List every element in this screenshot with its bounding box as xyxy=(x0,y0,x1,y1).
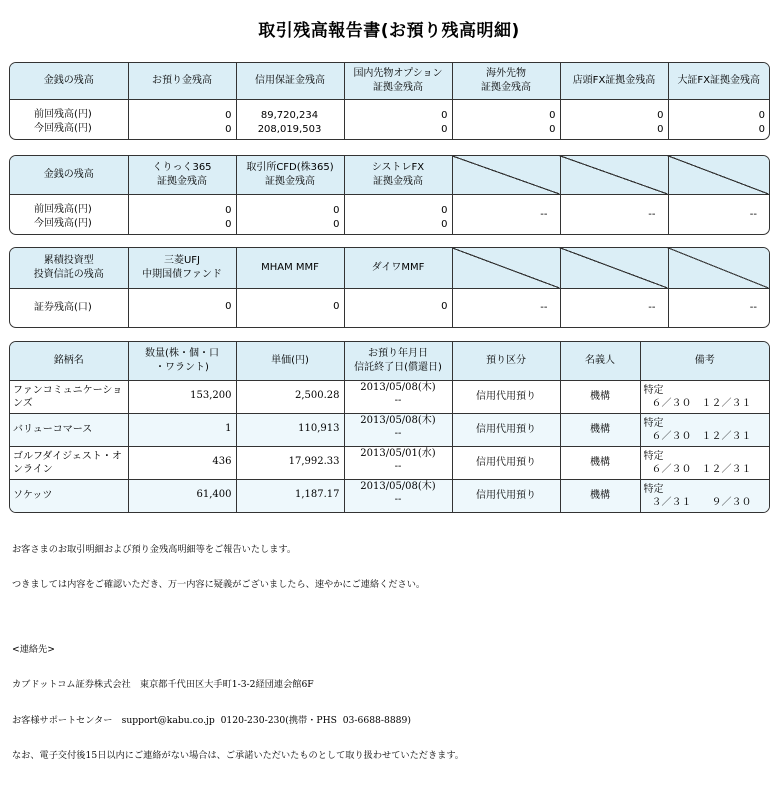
exchange-cfd-values xyxy=(236,194,344,234)
note-line: つきましては内容をご確認いただき、万一内容に疑義がございましたら、速やかにご連絡ください。 xyxy=(12,578,426,590)
cash-balance-table-2 xyxy=(9,155,770,235)
empty-value: -- xyxy=(452,194,560,234)
empty-value: -- xyxy=(668,288,769,327)
value: 0 xyxy=(441,205,448,216)
holder: 機構 xyxy=(560,380,640,413)
security-name: バリューコマース xyxy=(10,413,128,446)
value: 208,019,503 xyxy=(257,124,322,135)
balance-row-labels xyxy=(10,99,128,139)
remarks xyxy=(640,479,769,512)
header-osaka-fx: 大証FX証拠金残高 xyxy=(668,63,769,99)
header-systre-fx: シストレFX 証拠金残高 xyxy=(344,156,452,194)
value: 0 xyxy=(441,124,448,135)
empty-header-cell xyxy=(452,156,560,194)
value: 0 xyxy=(333,219,340,230)
securities-balance-label: 証券残高(口) xyxy=(10,288,128,327)
domestic-futures-values xyxy=(344,99,452,139)
click365-values xyxy=(128,194,236,234)
holder: 機構 xyxy=(560,446,640,479)
margin-deposit-values xyxy=(236,99,344,139)
note-line: なお、電子交付後15日以内にご連絡がない場合は、ご承諾いただいたものとして取り扱わせていただきます。 xyxy=(12,750,464,762)
unit-price: 17,992.33 xyxy=(236,446,344,479)
empty-header-cell xyxy=(668,248,769,288)
balance-row-labels xyxy=(10,194,128,234)
empty-header-cell xyxy=(560,156,668,194)
header-accumulation-trust: 累積投資型 投資信託の残高 xyxy=(10,248,128,288)
remarks xyxy=(640,413,769,446)
security-name: ファンコミュニケーションズ xyxy=(10,380,128,413)
date: 2013/05/08(木) xyxy=(360,381,436,393)
header-cash-balance: 金銭の残高 xyxy=(10,156,128,194)
header-mufg-fund: 三菱UFJ 中期国債ファンド xyxy=(128,248,236,288)
footer-notes xyxy=(12,520,464,786)
header-deposit-category: 預り区分 xyxy=(452,342,560,380)
deposit-balance-values xyxy=(128,99,236,139)
deposit-date xyxy=(344,446,452,479)
security-name: ゴルフダイジェスト・オンライン xyxy=(10,446,128,479)
value: 0 xyxy=(441,110,448,121)
remark-dates: ６／３０ １２／３１ xyxy=(651,430,752,442)
otc-fx-values xyxy=(560,99,668,139)
daiwa-mmf-value: 0 xyxy=(344,288,452,327)
note-line: お客さまのお取引明細および預り金残高明細等をご報告いたします。 xyxy=(12,543,297,555)
value: 0 xyxy=(333,205,340,216)
header-mham-mmf: MHAM MMF xyxy=(236,248,344,288)
date: 2013/05/08(木) xyxy=(360,480,436,492)
header-cash-balance: 金銭の残高 xyxy=(10,63,128,99)
value: 0 xyxy=(225,124,232,135)
security-name: ソケッツ xyxy=(10,479,128,512)
remark-dates: ６／３０ １２／３１ xyxy=(651,397,752,409)
page-title: 取引残高報告書(お預り残高明細) xyxy=(258,21,520,41)
unit-price: 2,500.28 xyxy=(236,380,344,413)
value: 0 xyxy=(657,110,664,121)
remark-type: 特定 xyxy=(643,417,664,429)
empty-value: -- xyxy=(452,288,560,327)
deposit-date xyxy=(344,479,452,512)
empty-value: -- xyxy=(560,194,668,234)
curr-balance-label: 今回残高(円) xyxy=(34,218,92,229)
osaka-fx-values xyxy=(668,99,769,139)
value: 0 xyxy=(549,110,556,121)
maturity: -- xyxy=(394,427,402,439)
overseas-futures-values xyxy=(452,99,560,139)
value: 0 xyxy=(758,124,765,135)
remark-dates: ３／３１ ９／３０ xyxy=(651,496,752,508)
value: 0 xyxy=(758,110,765,121)
header-otc-fx: 店頭FX証拠金残高 xyxy=(560,63,668,99)
unit-price: 110,913 xyxy=(236,413,344,446)
contact-company: カブドットコム証券株式会社 東京都千代田区大手町1-3-2経団連会館6F xyxy=(12,679,314,691)
prev-balance-label: 前回残高(円) xyxy=(34,109,92,120)
unit-price: 1,187.17 xyxy=(236,479,344,512)
remark-dates: ６／３０ １２／３１ xyxy=(651,463,752,475)
table-row xyxy=(10,446,769,479)
cash-balance-table-1 xyxy=(9,62,770,140)
header-click365: くりっく365 証拠金残高 xyxy=(128,156,236,194)
quantity: 1 xyxy=(128,413,236,446)
contact-support: お客様サポートセンター support@kabu.co.jp 0120-230-230(携帯・PHS 03-6688-8889) xyxy=(12,714,411,726)
value: 0 xyxy=(225,219,232,230)
value: 0 xyxy=(225,110,232,121)
holdings-table xyxy=(9,341,770,513)
header-daiwa-mmf: ダイワMMF xyxy=(344,248,452,288)
empty-header-cell xyxy=(668,156,769,194)
systre-fx-values xyxy=(344,194,452,234)
date: 2013/05/01(水) xyxy=(360,447,436,459)
remark-type: 特定 xyxy=(643,384,664,396)
deposit-date xyxy=(344,380,452,413)
header-domestic-futures: 国内先物オプション 証拠金残高 xyxy=(344,63,452,99)
value: 0 xyxy=(549,124,556,135)
header-holder: 名義人 xyxy=(560,342,640,380)
value: 0 xyxy=(225,205,232,216)
quantity: 436 xyxy=(128,446,236,479)
remark-type: 特定 xyxy=(643,450,664,462)
header-exchange-cfd: 取引所CFD(株365) 証拠金残高 xyxy=(236,156,344,194)
maturity: -- xyxy=(394,394,402,406)
holder: 機構 xyxy=(560,413,640,446)
value: 0 xyxy=(441,219,448,230)
maturity: -- xyxy=(394,460,402,472)
mham-mmf-value: 0 xyxy=(236,288,344,327)
remarks xyxy=(640,380,769,413)
empty-header-cell xyxy=(452,248,560,288)
maturity: -- xyxy=(394,493,402,505)
header-quantity: 数量(株・個・口 ・ワラント) xyxy=(128,342,236,380)
investment-trust-table xyxy=(9,247,770,328)
quantity: 61,400 xyxy=(128,479,236,512)
empty-value: -- xyxy=(668,194,769,234)
prev-balance-label: 前回残高(円) xyxy=(34,204,92,215)
remarks xyxy=(640,446,769,479)
header-deposit-date: お預り年月日 信託終了日(償還日) xyxy=(344,342,452,380)
contact-header: <連絡先> xyxy=(12,643,55,655)
table-row xyxy=(10,413,769,446)
header-deposit-balance: お預り金残高 xyxy=(128,63,236,99)
table-row xyxy=(10,479,769,512)
mufg-fund-value: 0 xyxy=(128,288,236,327)
empty-header-cell xyxy=(560,248,668,288)
quantity: 153,200 xyxy=(128,380,236,413)
deposit-category: 信用代用預り xyxy=(452,446,560,479)
value: 89,720,234 xyxy=(260,110,319,121)
deposit-category: 信用代用預り xyxy=(452,380,560,413)
value: 0 xyxy=(657,124,664,135)
curr-balance-label: 今回残高(円) xyxy=(34,123,92,134)
deposit-category: 信用代用預り xyxy=(452,413,560,446)
empty-value: -- xyxy=(560,288,668,327)
deposit-date xyxy=(344,413,452,446)
header-overseas-futures: 海外先物 証拠金残高 xyxy=(452,63,560,99)
deposit-category: 信用代用預り xyxy=(452,479,560,512)
table-row xyxy=(10,380,769,413)
remark-type: 特定 xyxy=(643,483,664,495)
date: 2013/05/08(木) xyxy=(360,414,436,426)
holder: 機構 xyxy=(560,479,640,512)
header-security-name: 銘柄名 xyxy=(10,342,128,380)
header-unit-price: 単価(円) xyxy=(236,342,344,380)
header-remarks: 備考 xyxy=(640,342,769,380)
header-margin-deposit: 信用保証金残高 xyxy=(236,63,344,99)
